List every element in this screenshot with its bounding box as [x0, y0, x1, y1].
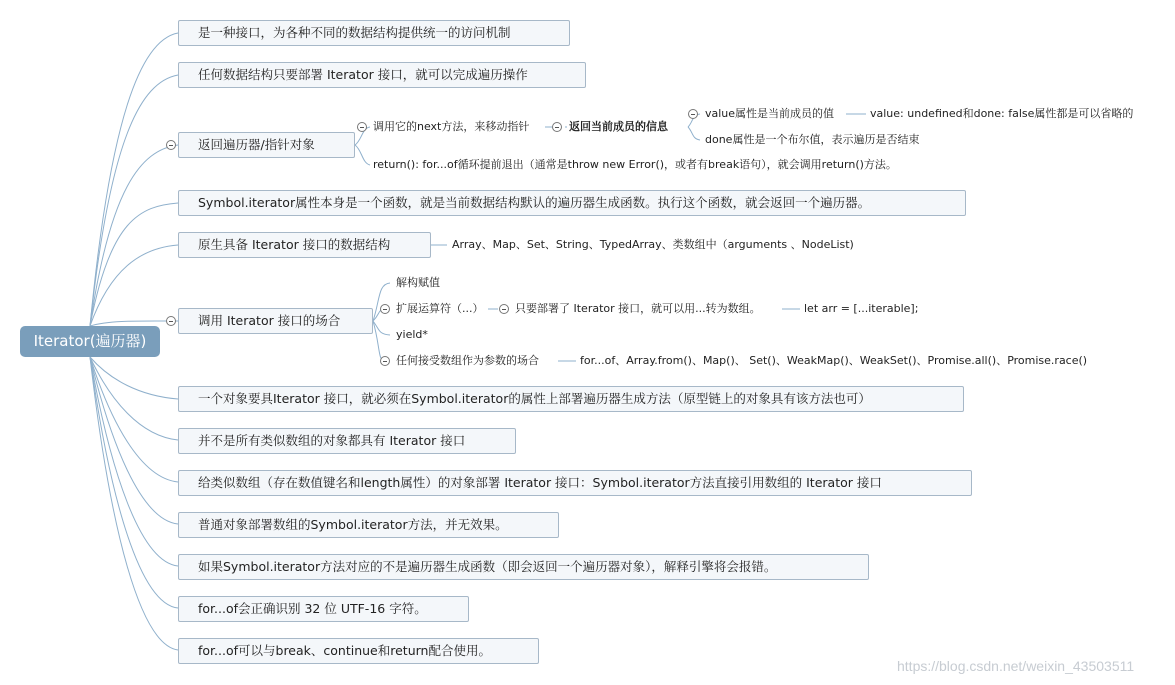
- branch-plain-object-no-effect[interactable]: 普通对象部署数组的Symbol.iterator方法，并无效果。: [178, 512, 559, 538]
- leaf-array-param-cases[interactable]: 任何接受数组作为参数的场合: [396, 354, 539, 367]
- collapse-toggle-icon[interactable]: [688, 109, 698, 119]
- leaf-array-param-list[interactable]: for...of、Array.from()、Map()、 Set()、WeakMap()、WeakSet()、Promise.all()、Promise.race(): [580, 354, 1088, 367]
- branch-symbol-iterator-function[interactable]: Symbol.iterator属性本身是一个函数，就是当前数据结构默认的遍历器生成函数。执行这个函数，就会返回一个遍历器。: [178, 190, 966, 216]
- leaf-value-property[interactable]: value属性是当前成员的值: [705, 107, 835, 120]
- collapse-toggle-icon[interactable]: [380, 356, 390, 366]
- leaf-native-structure-list[interactable]: Array、Map、Set、String、TypedArray、类数组中（arguments 、NodeList): [452, 238, 854, 251]
- branch-break-continue-return[interactable]: for...of可以与break、continue和return配合使用。: [178, 638, 539, 664]
- collapse-toggle-icon[interactable]: [357, 122, 367, 132]
- leaf-spread-description[interactable]: 只要部署了 Iterator 接口，就可以用...转为数组。: [515, 302, 761, 315]
- watermark-text: https://blog.csdn.net/weixin_43503511: [897, 658, 1135, 674]
- leaf-omit-properties[interactable]: value: undefined和done: false属性都是可以省略的: [870, 107, 1134, 120]
- collapse-toggle-icon[interactable]: [499, 304, 509, 314]
- leaf-yield[interactable]: yield*: [396, 328, 428, 341]
- branch-array-like-deploy[interactable]: 给类似数组（存在数值键名和length属性）的对象部署 Iterator 接口：Symbol.iterator方法直接引用数组的 Iterator 接口: [178, 470, 972, 496]
- root-node[interactable]: Iterator(遍历器): [20, 326, 160, 357]
- branch-engine-error[interactable]: 如果Symbol.iterator方法对应的不是遍历器生成函数（即会返回一个遍历器对象），解释引擎将会报错。: [178, 554, 869, 580]
- leaf-spread-operator[interactable]: 扩展运算符（...）: [396, 302, 484, 315]
- branch-iterator-use-cases[interactable]: 调用 Iterator 接口的场合: [178, 308, 373, 334]
- collapse-toggle-icon[interactable]: [166, 316, 176, 326]
- leaf-destructuring[interactable]: 解构赋值: [396, 276, 440, 289]
- branch-object-must-deploy[interactable]: 一个对象要具Iterator 接口，就必须在Symbol.iterator的属性上部署遍历器生成方法（原型链上的对象具有该方法也可）: [178, 386, 964, 412]
- leaf-current-member-info[interactable]: 返回当前成员的信息: [569, 120, 668, 133]
- collapse-toggle-icon[interactable]: [166, 140, 176, 150]
- collapse-toggle-icon[interactable]: [380, 304, 390, 314]
- branch-interface-definition[interactable]: 是一种接口，为各种不同的数据结构提供统一的访问机制: [178, 20, 570, 46]
- leaf-return-method[interactable]: return(): for...of循环提前退出（通常是throw new Error()，或者有break语句），就会调用return()方法。: [373, 158, 897, 171]
- branch-not-all-array-likes[interactable]: 并不是所有类似数组的对象都具有 Iterator 接口: [178, 428, 516, 454]
- collapse-toggle-icon[interactable]: [552, 122, 562, 132]
- branch-native-iterable-structures[interactable]: 原生具备 Iterator 接口的数据结构: [178, 232, 431, 258]
- leaf-spread-example[interactable]: let arr = [...iterable];: [804, 302, 919, 315]
- branch-return-iterator-object[interactable]: 返回遍历器/指针对象: [178, 132, 355, 158]
- branch-deploy-iterator[interactable]: 任何数据结构只要部署 Iterator 接口，就可以完成遍历操作: [178, 62, 586, 88]
- branch-utf16-support[interactable]: for...of会正确识别 32 位 UTF-16 字符。: [178, 596, 469, 622]
- leaf-next-method[interactable]: 调用它的next方法，来移动指针: [373, 120, 530, 133]
- leaf-done-property[interactable]: done属性是一个布尔值，表示遍历是否结束: [705, 133, 920, 146]
